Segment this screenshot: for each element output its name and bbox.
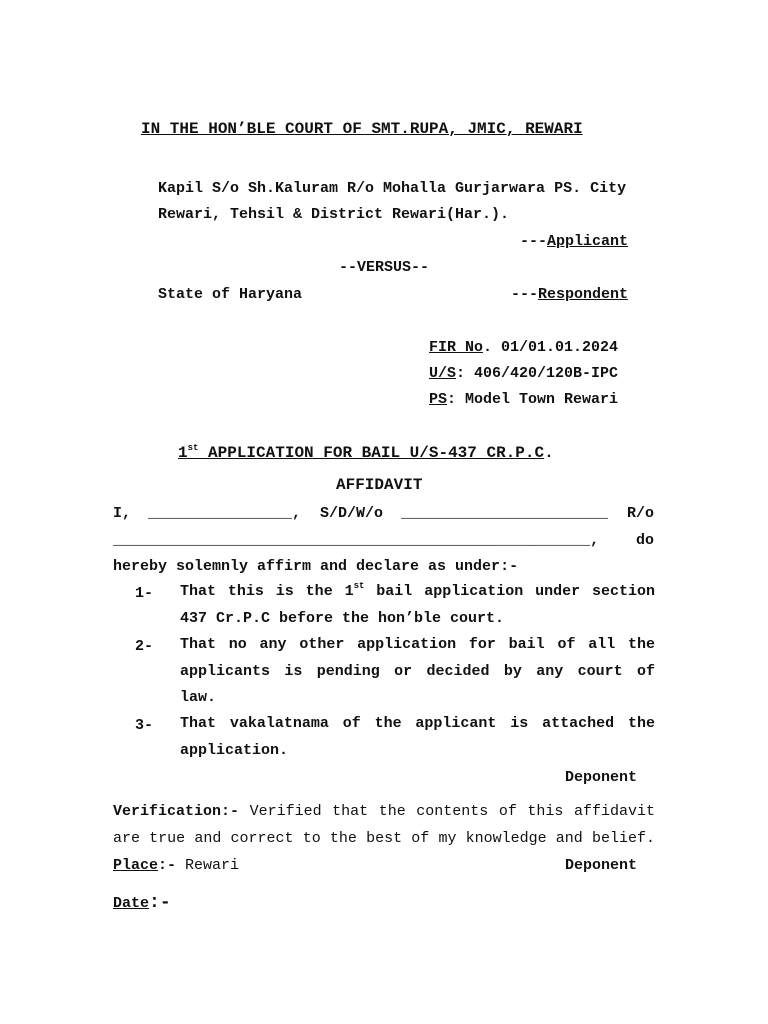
versus-text: --VERSUS--	[339, 259, 430, 276]
application-title-text: APPLICATION FOR BAIL U/S-437 CR.P.C	[198, 444, 545, 462]
item-2-text: That no any other application for bail of all the applicants is pending or decided by any court of law.	[180, 636, 655, 706]
intro-i: I,	[113, 505, 132, 522]
name-blank: ________________,	[148, 505, 302, 522]
applicant-role-label: Applicant	[546, 233, 628, 250]
applicant-line-1: Kapil S/o Sh.Kaluram R/o Mohalla Gurjarwara PS. City	[158, 180, 627, 197]
affidavit-heading: AFFIDAVIT	[336, 476, 423, 494]
item-3-text: That vakalatnama of the applicant is attached the application.	[180, 715, 655, 759]
application-title-sup: st	[187, 443, 199, 453]
us-label: U/S	[429, 365, 457, 382]
do-word: do	[636, 532, 655, 549]
respondent-name: State of Haryana	[158, 286, 303, 303]
respondent-role-prefix: ---	[510, 286, 538, 303]
place-sep: :-	[158, 857, 177, 874]
us-value: : 406/420/120B-IPC	[456, 365, 619, 382]
applicant-line-2: Rewari, Tehsil & District Rewari(Har.).	[158, 206, 510, 223]
fir-value: . 01/01.01.2024	[483, 339, 619, 356]
application-title	[178, 444, 554, 462]
date-line	[113, 894, 171, 913]
place-label: Place	[113, 857, 159, 874]
deponent-signature-1: Deponent	[565, 769, 638, 786]
fir-label: FIR No	[429, 339, 484, 356]
item-3-number: 3-	[135, 717, 154, 734]
us-sections	[429, 365, 618, 383]
date-sep: :-	[149, 893, 171, 913]
item-1-sup: st	[353, 581, 365, 591]
fir-number	[429, 339, 618, 357]
application-title-suffix: .	[544, 444, 554, 462]
date-label: Date	[113, 895, 150, 912]
verification-text: Verified that the contents of this affidavit are true and correct to the best of my knowledge and belief.	[113, 803, 655, 847]
verification-label: Verification:-	[113, 803, 240, 820]
applicant-role	[520, 233, 628, 251]
residence-blank: _____________________________________________________,	[113, 532, 600, 549]
verification-paragraph	[113, 799, 655, 855]
applicant-role-prefix: ---	[519, 233, 547, 250]
ps-label: PS	[429, 391, 448, 408]
respondent-role	[511, 286, 628, 304]
application-title-prefix: 1	[178, 444, 188, 462]
ps-value: : Model Town Rewari	[447, 391, 619, 408]
item-1-text	[180, 579, 655, 632]
police-station	[429, 391, 618, 409]
deponent-signature-2: Deponent	[565, 857, 638, 874]
item-2-number: 2-	[135, 638, 154, 655]
intro-declaration: hereby solemnly affirm and declare as under:-	[113, 558, 519, 575]
place-value: Rewari	[176, 857, 240, 874]
place-line	[113, 857, 239, 875]
residence-label: R/o	[627, 505, 655, 522]
respondent-role-label: Respondent	[537, 286, 628, 303]
item-1-pre: That this is the 1	[180, 583, 354, 600]
item-1-number: 1-	[135, 585, 154, 602]
relation-blank: _______________________	[401, 505, 609, 522]
item-1-post: bail application under section 437 Cr.P.C before the hon’ble court.	[180, 583, 656, 627]
court-title: IN THE HON’BLE COURT OF SMT.RUPA, JMIC, REWARI	[141, 120, 583, 138]
relation-label: S/D/W/o	[320, 505, 384, 522]
